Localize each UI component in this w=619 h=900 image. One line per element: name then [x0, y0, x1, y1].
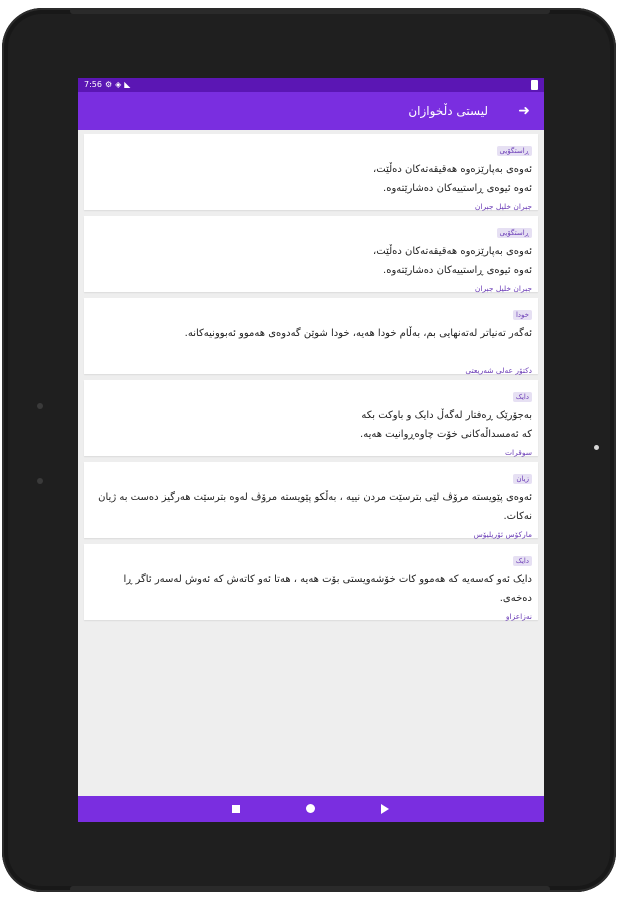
side-sensor: [37, 403, 43, 409]
home-circle-icon[interactable]: [306, 804, 315, 813]
recents-square-icon[interactable]: [232, 805, 240, 813]
quote-text: بەجۆرێک ڕەفتار لەگەڵ دایک و باوکت بکە کە ئەمسداڵەکانی خۆت چاوەڕوانیت هەیە.: [360, 410, 532, 440]
quote-card[interactable]: [84, 216, 538, 292]
shield-icon: ◈: [115, 80, 122, 89]
settings-icon: ⚙: [104, 80, 113, 89]
status-bar: [78, 78, 544, 92]
quote-text: ئەوەی پێویستە مرۆڤ لێی بترسێت مردن نییە ، بەڵکو پێویستە مرۆڤ لەوە بترسێت هەرگیز دەست بە ژیان نەکات.: [98, 492, 532, 522]
quote-card[interactable]: [84, 298, 538, 374]
quote-author: دکتۆر عەلی شەریعتی: [465, 366, 532, 375]
quote-author: نەزاعزاو: [505, 612, 532, 621]
front-camera: [594, 445, 599, 450]
side-sensor: [37, 478, 43, 484]
back-triangle-icon[interactable]: [381, 804, 389, 814]
quote-text: ئەگەر تەنیاتر لەتەنهایی بم، بەڵام خودا هەیە، خودا شوێن گەدوەی هەموو ئەبوونیەکانە.: [184, 328, 532, 339]
quote-author: سوقرات: [504, 448, 532, 457]
favorites-list: [78, 130, 544, 620]
page-title: لیستی دڵخوازان: [408, 104, 488, 118]
screen: [78, 78, 544, 822]
back-arrow-icon[interactable]: ➜: [518, 103, 530, 119]
status-time: 7:56: [84, 80, 102, 89]
battery-icon: [531, 80, 538, 90]
app-bar: [78, 92, 544, 130]
quote-card[interactable]: [84, 544, 538, 620]
no-signal-icon: ◣: [124, 80, 131, 89]
tablet-top-edge: [70, 8, 550, 14]
category-badge: خودا: [513, 310, 532, 320]
quote-text: دایک ئەو کەسەیە کە هەموو کات خۆشەویستی بۆت هەیە ، هەتا ئەو کاتەش کە ئەوش لەسەر ئاگر ڕا دەخەی.: [123, 574, 532, 604]
quote-card[interactable]: [84, 380, 538, 456]
quote-card[interactable]: [84, 134, 538, 210]
category-badge: زیان: [513, 474, 532, 484]
quote-text: ئەوەی بەپارێزەوە هەقیقەتەکان دەڵێت، ئەوە ئیوەی ڕاستییەکان دەشارێتەوە.: [373, 246, 532, 276]
category-badge: ڕاستگۆیی: [497, 228, 532, 238]
tablet-bottom-edge: [70, 886, 550, 892]
quote-author: جبران خلیل جبران: [474, 284, 532, 293]
quote-text: ئەوەی بەپارێزەوە هەقیقەتەکان دەڵێت، ئەوە ئیوەی ڕاستییەکان دەشارێتەوە.: [373, 164, 532, 194]
quote-card[interactable]: [84, 462, 538, 538]
category-badge: دایک: [513, 556, 532, 566]
navigation-bar: [78, 796, 544, 822]
quote-author: مارکۆس ئۆریلیۆس: [473, 530, 532, 539]
category-badge: ڕاستگۆیی: [497, 146, 532, 156]
quote-author: جبران خلیل جبران: [474, 202, 532, 211]
category-badge: دایک: [513, 392, 532, 402]
